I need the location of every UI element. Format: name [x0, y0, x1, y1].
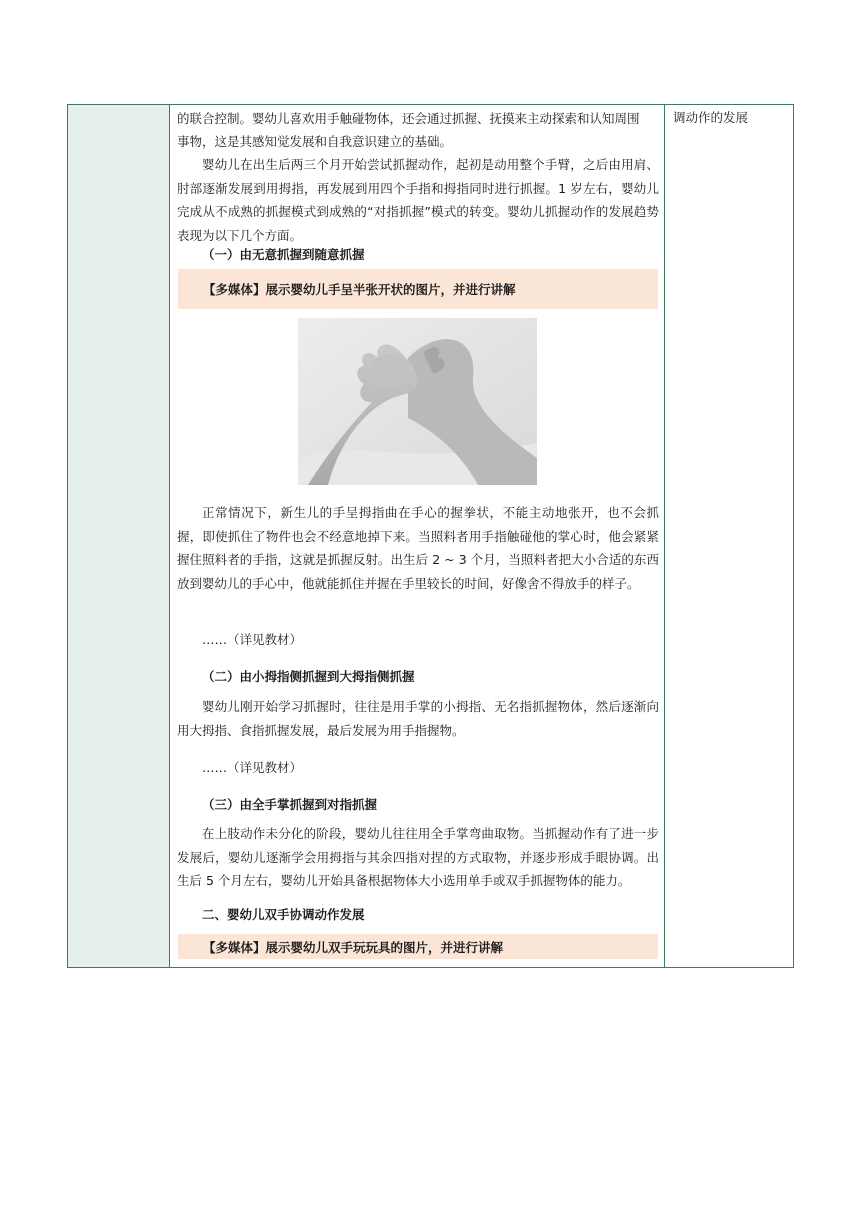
see-textbook-2: ……（详见教材）	[202, 760, 303, 775]
multimedia-band-2	[178, 934, 658, 959]
right-column-note: 调动作的发展	[673, 110, 749, 125]
finger-side-paragraph: 婴幼儿刚开始学习抓握时，往往是用手掌的小拇指、无名指抓握物体，然后逐渐向用大拇指、食指抓握发展，最后发展为用手指握物。	[177, 699, 659, 738]
multimedia-label-2: 【多媒体】展示婴幼儿双手玩玩具的图片，并进行讲解	[203, 940, 504, 955]
heading-1: （一）由无意抓握到随意抓握	[202, 247, 365, 262]
lesson-table	[67, 104, 794, 968]
heading-section-2: 二、婴幼儿双手协调动作发展	[202, 907, 365, 922]
right-column	[664, 105, 793, 967]
left-column	[68, 105, 170, 967]
grasp-trend-paragraph: 婴幼儿在出生后两三个月开始尝试抓握动作，起初是动用整个手臂，之后由用肩、肘部逐渐发展到用拇指，再发展到用四个手指和拇指同时进行抓握。1 岁左右，婴幼儿完成从不成熟的抓握模式到成熟的“对指抓握”模式的转变。婴幼儿抓握动作的发展趋势表现为以下几个方面。	[177, 157, 659, 243]
intro-line-2: 事物，这是其感知觉发展和自我意识建立的基础。	[177, 134, 453, 149]
intro-line-1: 的联合控制。婴幼儿喜欢用手触碰物体，还会通过抓握、抚摸来主动探索和认知周围	[177, 111, 640, 126]
multimedia-label-1: 【多媒体】展示婴幼儿手呈半张开状的图片，并进行讲解	[203, 282, 516, 297]
heading-3: （三）由全手掌抓握到对指抓握	[202, 797, 378, 812]
palm-to-finger-paragraph: 在上肢动作未分化的阶段，婴幼儿往往用全手掌弯曲取物。当抓握动作有了进一步发展后，婴幼儿逐渐学会用拇指与其余四指对捏的方式取物，并逐步形成手眼协调。出生后 5 个月左右，婴幼儿开始具备根据物体大小选用单手或双手抓握物体的能力。	[177, 826, 659, 889]
multimedia-band-1	[178, 269, 658, 309]
reflex-paragraph: 正常情况下，新生儿的手呈拇指曲在手心的握拳状，不能主动地张开，也不会抓握，即使抓住了物件也会不经意地掉下来。当照料者用手指触碰他的掌心时，他会紧紧握住照料者的手指，这就是抓握反射。出生后 2 ~ 3 个月，当照料者把大小合适的东西放到婴幼儿的手心中，他就能抓住并握在手里较长的时间，好像舍不得放手的样子。	[177, 505, 659, 591]
see-textbook-1: ……（详见教材）	[202, 632, 303, 647]
heading-2: （二）由小拇指侧抓握到大拇指侧抓握	[202, 669, 415, 684]
baby-hand-photo-icon	[298, 318, 537, 485]
baby-hand-photo	[298, 318, 537, 485]
